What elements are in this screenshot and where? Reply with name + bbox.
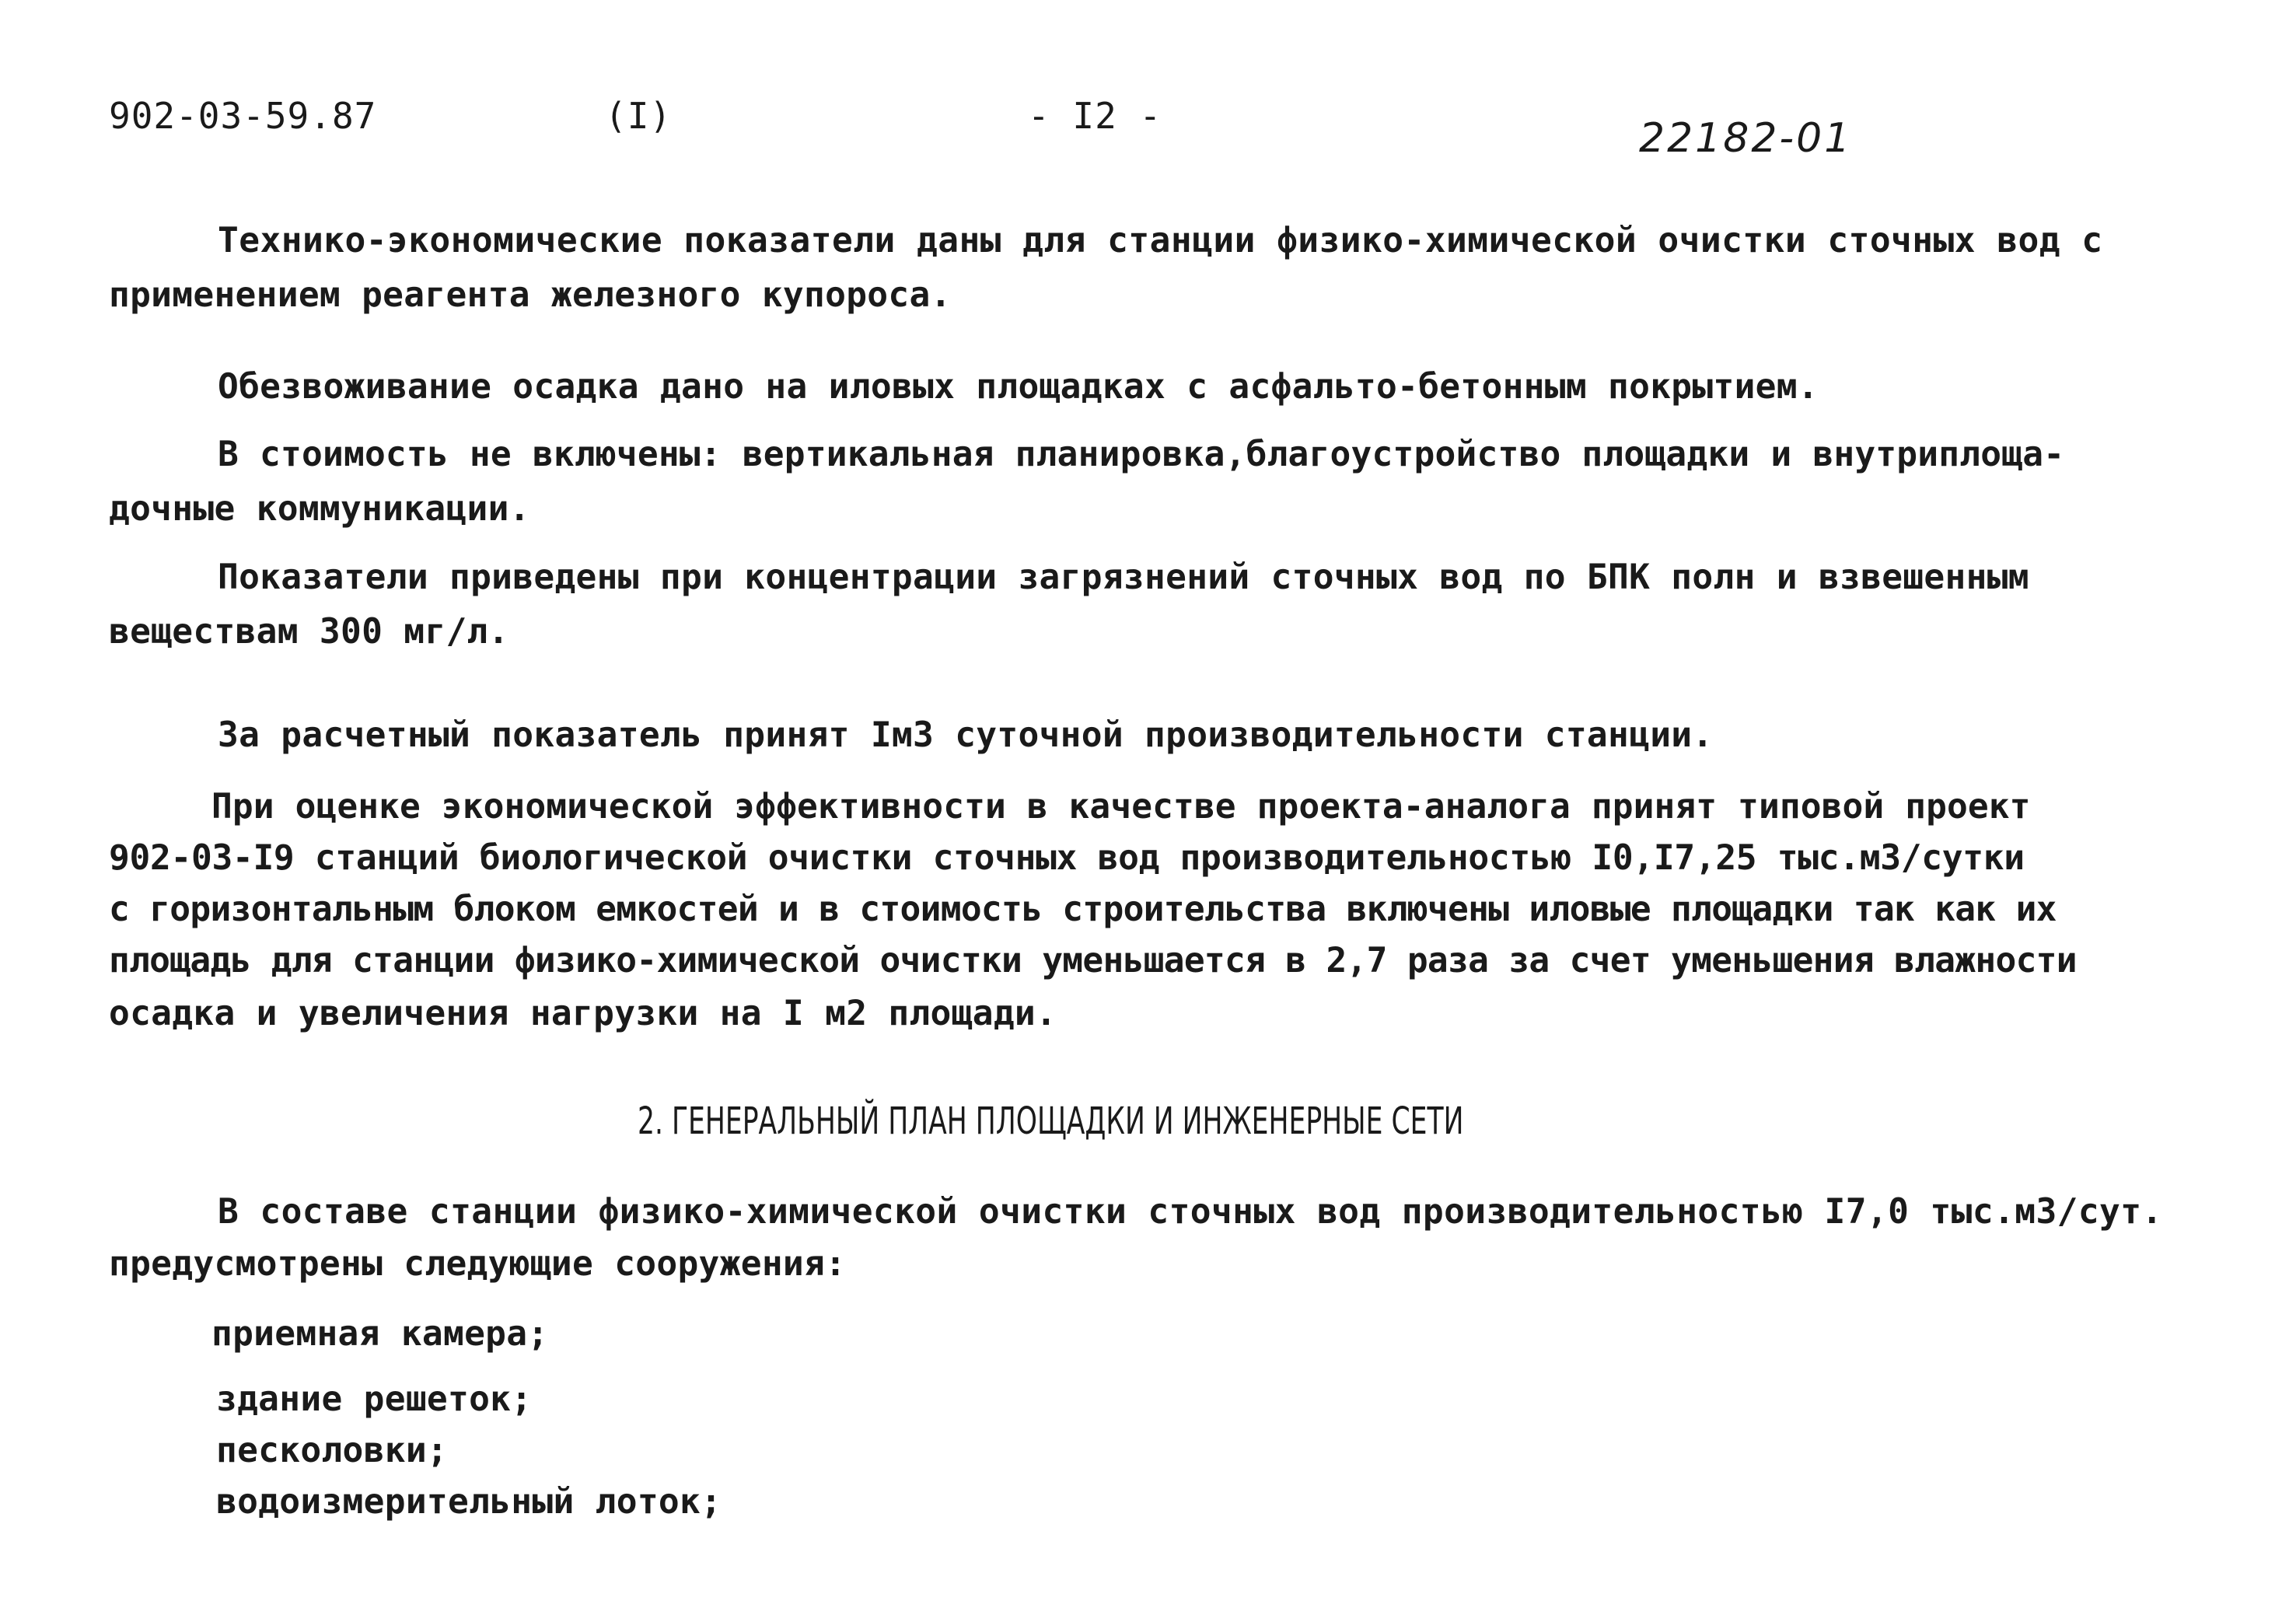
text-line: предусмотрены следующие сооружения: [109,1244,847,1284]
section-heading: 2. ГЕНЕРАЛЬНЫЙ ПЛАН ПЛОЩАДКИ И ИНЖЕНЕРНЫЕ СЕТИ [638,1099,1464,1143]
text-line: площадь для станции физико-химической очистки уменьшается в 2,7 раза за счет уменьшения влажности [109,941,2077,981]
list-item: приемная камера; [211,1314,549,1354]
text-line: Показатели приведены при концентрации загрязнений сточных вод по БПК полн и взвешенным [218,558,2029,597]
text-line: с горизонтальным блоком емкостей и в стоимость строительства включены иловые площадки так как их [109,890,2057,929]
text-line: дочные коммуникации. [109,489,530,529]
text-line: 902-03-I9 станций биологической очистки сточных вод производительностью I0,I7,25 тыс.м3/сутки [109,838,2025,878]
text-line: В составе станции физико-химической очистки сточных вод производительностью I7,0 тыс.м3/сут. [218,1192,2163,1232]
text-line: веществам 300 мг/л. [109,612,509,652]
list-item: водоизмерительный лоток; [216,1482,722,1522]
document-code: 902-03-59.87 [109,95,377,137]
text-line: применением реагента железного купороса. [109,275,952,315]
sheet-code: 22182-01 [1639,115,1853,162]
text-line: Обезвоживание осадка дано на иловых площадках с асфальто-бетонным покрытием. [218,367,1819,407]
text-line: Технико-экономические показатели даны для станции физико-химической очистки сточных вод с [218,221,2103,260]
page-number: - I2 - [1028,95,1162,137]
list-item: здание решеток; [216,1379,533,1419]
part-number: (I) [605,95,673,137]
text-line: За расчетный показатель принят Iм3 суточной производительности станции. [218,715,1714,755]
text-line: При оценке экономической эффективности в качестве проекта-аналога принят типовой проект [211,787,2031,827]
list-item: песколовки; [216,1431,449,1470]
text-line: В стоимость не включены: вертикальная планировка,благоустройство площадки и внутриплоща- [218,435,2065,474]
text-line: осадка и увеличения нагрузки на I м2 площади. [109,994,1057,1033]
